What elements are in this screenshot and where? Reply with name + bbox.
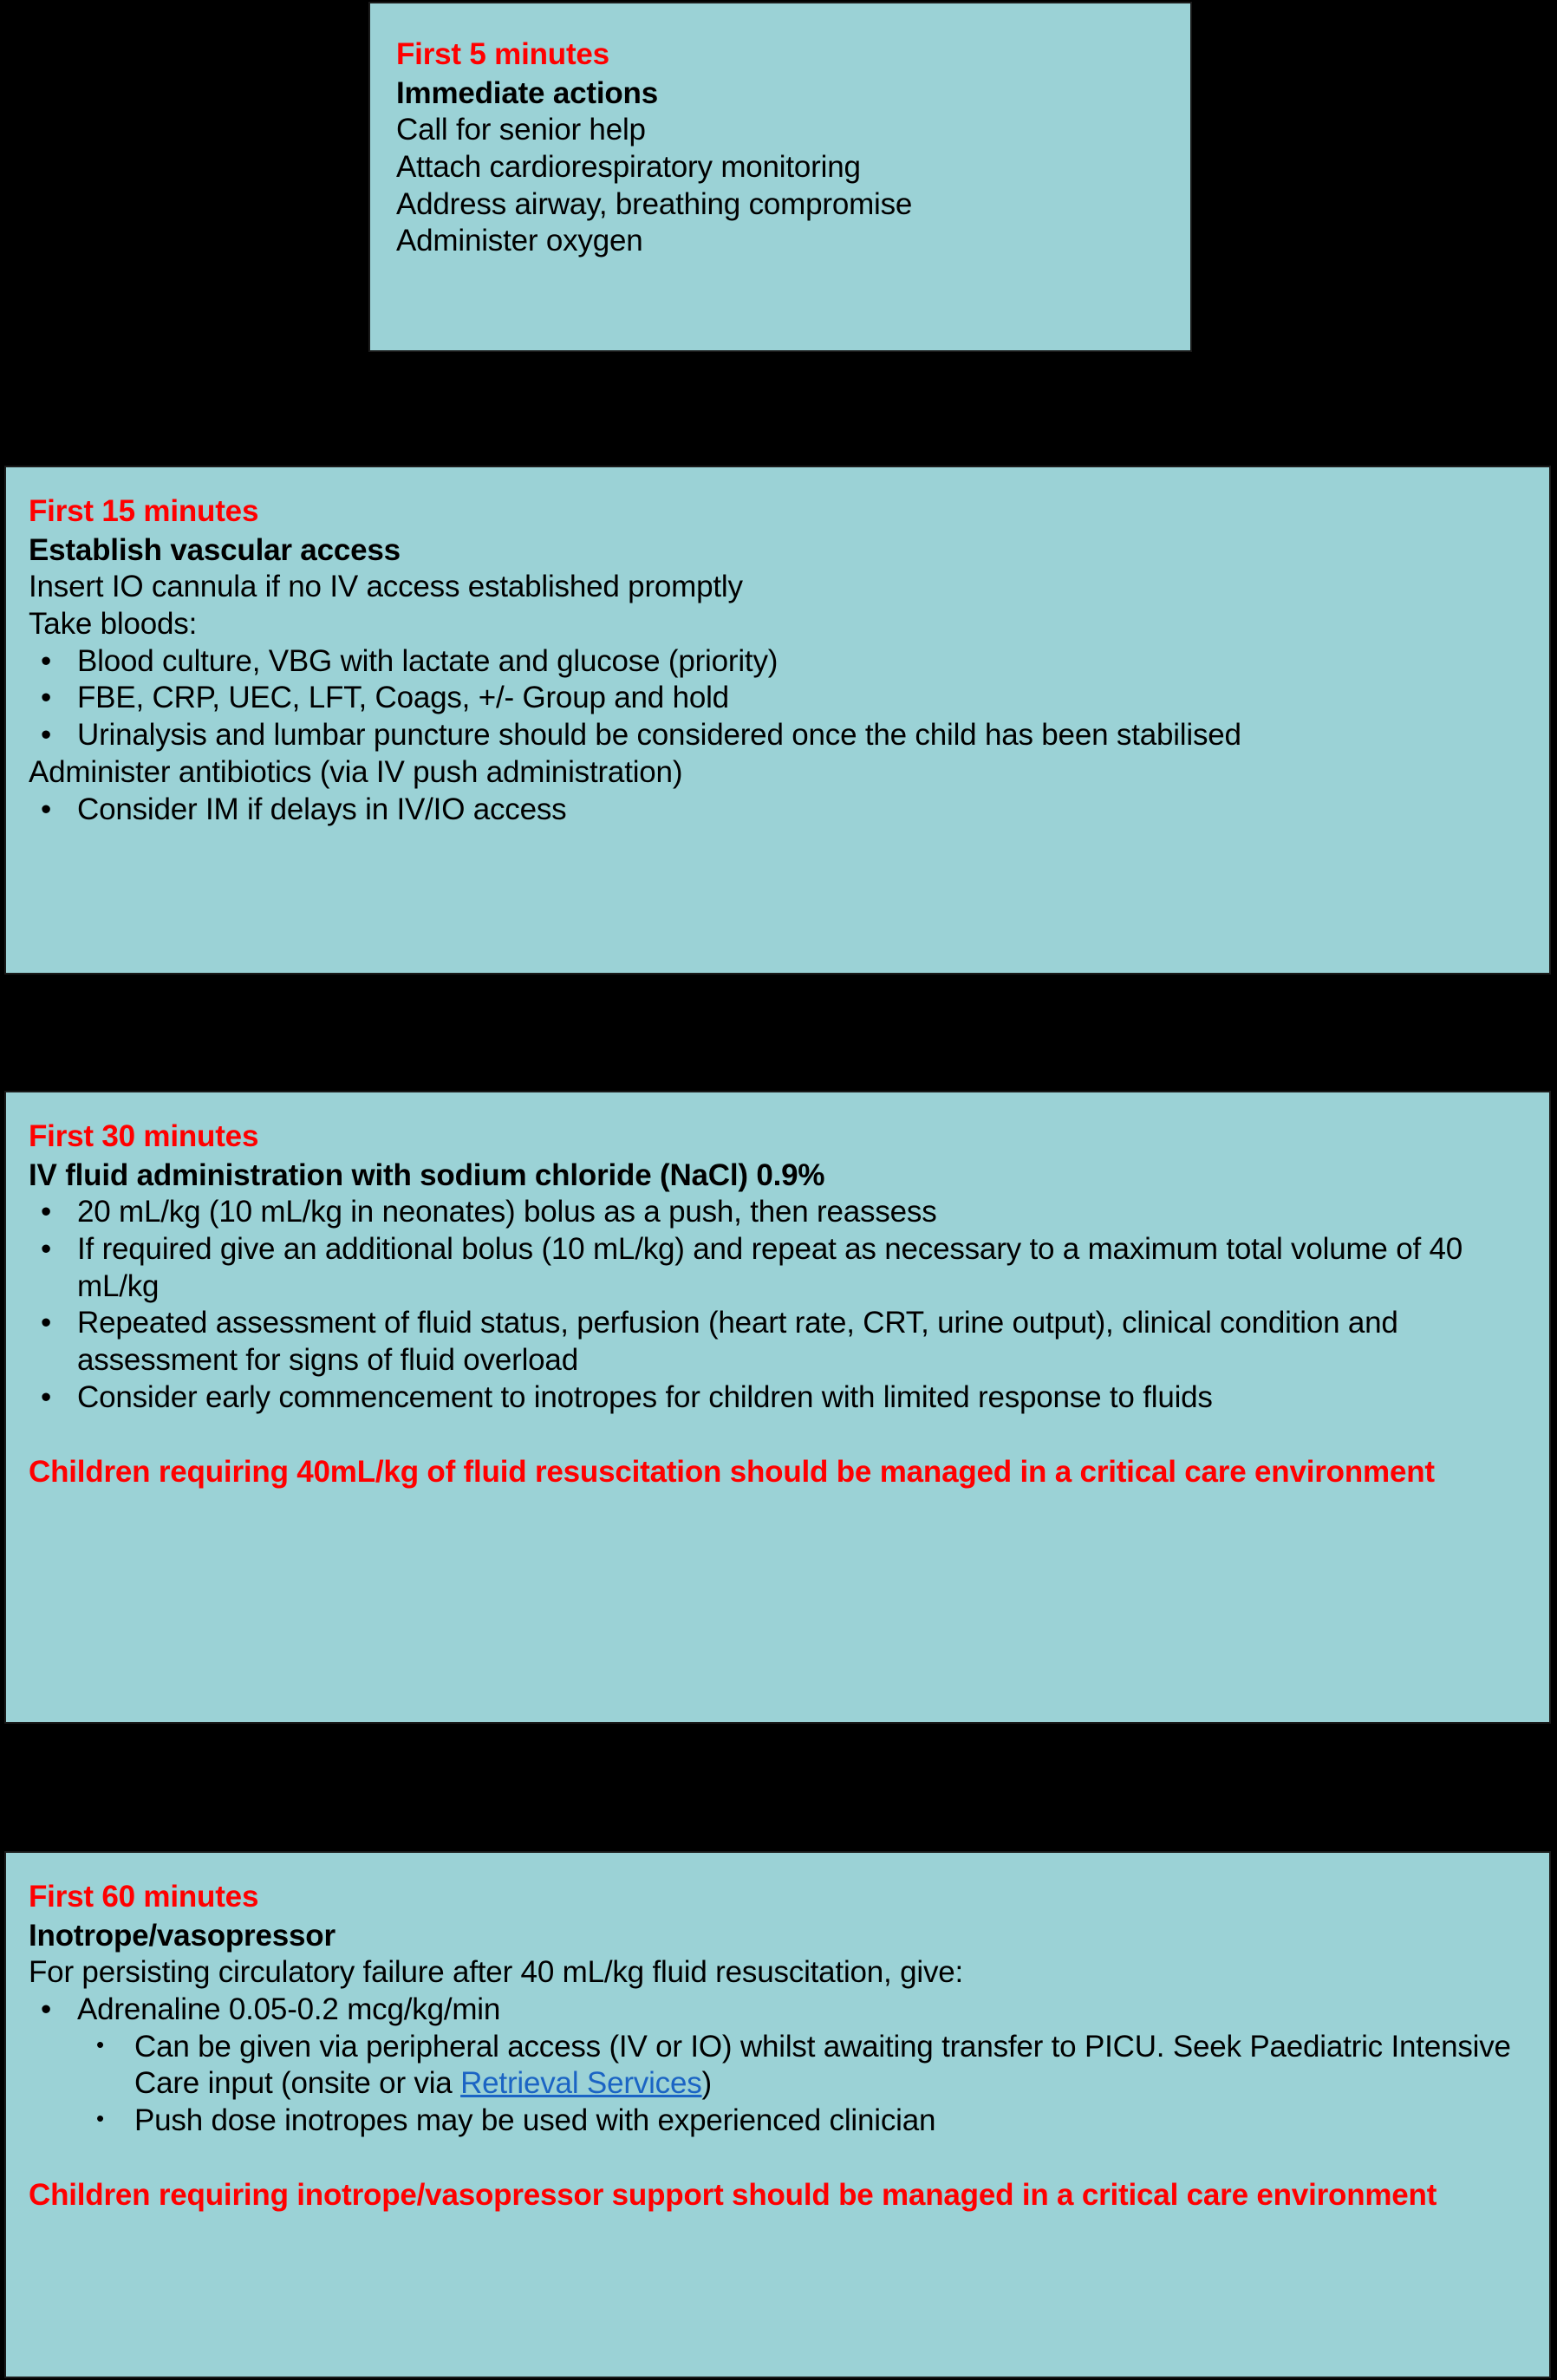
list-item [84, 2029, 1527, 2103]
line-persisting-circulatory-failure: For persisting circulatory failure after 40 mL/kg fluid resuscitation, give: [29, 1955, 964, 1990]
red-callout-inotrope-support: Children requiring inotrope/vasopressor support should be managed in a critical care environment [29, 2177, 1437, 2212]
panel-first-15-minutes [4, 466, 1551, 975]
panel-content-first-60-minutes [6, 1853, 1549, 2232]
list-item: • Adrenaline 0.05-0.2 mcg/kg/min [29, 1992, 1527, 2029]
sub-bullet-text-after: ) [701, 2066, 712, 2101]
sub-heading-iv-fluid: IV fluid administration with sodium chloride (NaCl) 0.9% [29, 1157, 825, 1192]
panel-first-30-minutes [4, 1091, 1551, 1724]
time-heading-30min: First 30 minutes [29, 1119, 259, 1153]
list-item: • FBE, CRP, UEC, LFT, Coags, +/- Group and hold [29, 680, 1527, 717]
time-heading-15min: First 15 minutes [29, 494, 259, 528]
line-administer-antibiotics: Administer antibiotics (via IV push administration) [29, 754, 683, 789]
retrieval-services-link[interactable]: Retrieval Services [460, 2066, 702, 2101]
action-line-call-senior-help: Call for senior help [396, 113, 646, 147]
bullet-list-antibiotics [29, 792, 1527, 829]
panel-content-first-30-minutes [6, 1092, 1549, 1508]
action-line-attach-monitoring: Attach cardiorespiratory monitoring [396, 150, 861, 185]
panel-first-5-minutes [368, 2, 1192, 352]
time-heading-5min: First 5 minutes [396, 37, 609, 71]
time-heading-60min: First 60 minutes [29, 1880, 259, 1914]
list-item: • Repeated assessment of fluid status, perfusion (heart rate, CRT, urine output), clinical condition and assessment for signs of fluid overload [29, 1305, 1527, 1379]
sub-bullet-text-before: Can be given via peripheral access (IV or IO) whilst awaiting transfer to PICU. Seek Paediatric Intensive Care input (onsite or via [134, 2029, 1511, 2101]
line-take-bloods: Take bloods: [29, 607, 198, 642]
spacer [29, 1417, 1527, 1454]
bullet-list-adrenaline [29, 1992, 1527, 2029]
action-line-administer-oxygen: Administer oxygen [396, 224, 643, 258]
sub-heading-inotrope-vasopressor: Inotrope/vasopressor [29, 1918, 336, 1953]
list-item: • 20 mL/kg (10 mL/kg in neonates) bolus as a push, then reassess [29, 1194, 1527, 1231]
sub-heading-vascular-access: Establish vascular access [29, 532, 401, 567]
red-callout-40mlkg: Children requiring 40mL/kg of fluid resuscitation should be managed in a critical care environment [29, 1454, 1435, 1489]
list-item: • Blood culture, VBG with lactate and glucose (priority) [29, 643, 1527, 681]
panel-content-first-5-minutes [370, 3, 1190, 277]
list-item: • If required give an additional bolus (10 mL/kg) and repeat as necessary to a maximum total volume of 40 mL/kg [29, 1231, 1527, 1305]
panel-first-60-minutes [4, 1851, 1551, 2378]
line-insert-io-cannula: Insert IO cannula if no IV access established promptly [29, 570, 743, 604]
list-item: • Push dose inotropes may be used with experienced clinician [84, 2103, 1527, 2140]
panel-content-first-15-minutes [6, 467, 1549, 845]
bullet-list-bloods [29, 643, 1527, 754]
action-line-address-airway: Address airway, breathing compromise [396, 186, 913, 221]
list-item: • Consider IM if delays in IV/IO access [29, 792, 1527, 829]
list-item: • Urinalysis and lumbar puncture should be considered once the child has been stabilised [29, 717, 1527, 754]
spacer [29, 2140, 1527, 2177]
list-item: • Consider early commencement to inotropes for children with limited response to fluids [29, 1379, 1527, 1417]
bullet-list-fluid-administration [29, 1194, 1527, 1416]
bullet-list-adrenaline-subpoints [29, 2029, 1527, 2140]
sub-heading-immediate-actions: Immediate actions [396, 75, 658, 110]
